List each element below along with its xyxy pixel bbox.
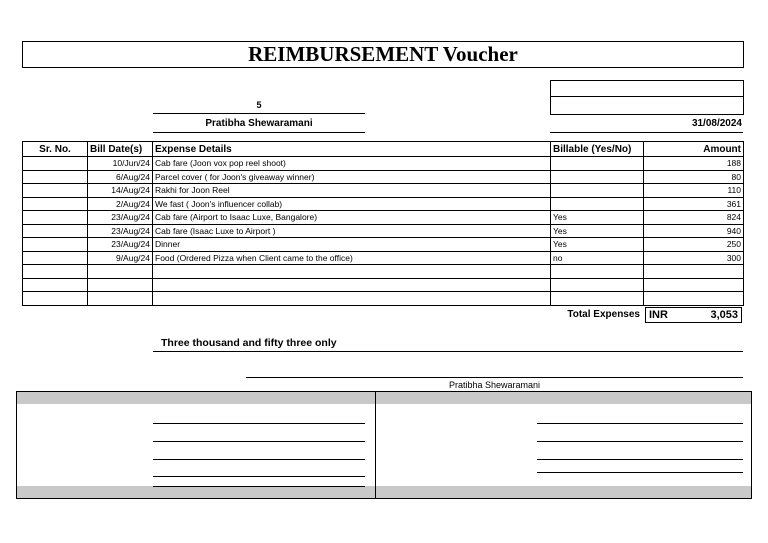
cell-billable bbox=[551, 292, 644, 306]
total-currency: INR bbox=[649, 309, 668, 321]
cell-date bbox=[88, 292, 153, 306]
total-expenses-box bbox=[645, 307, 742, 323]
table-row bbox=[23, 292, 744, 306]
cell-sr bbox=[23, 278, 88, 292]
cell-billable bbox=[551, 157, 644, 171]
cell-amount: 250 bbox=[644, 238, 744, 252]
table-row bbox=[23, 278, 744, 292]
cell-details bbox=[153, 292, 551, 306]
cell-details: Cab fare (Joon vox pop reel shoot) bbox=[153, 157, 551, 171]
cell-amount: 361 bbox=[644, 197, 744, 211]
cell-details: Dinner bbox=[153, 238, 551, 252]
cell-details: We fast ( Joon's influencer collab) bbox=[153, 197, 551, 211]
approval-line-right-4 bbox=[537, 472, 743, 473]
cell-amount: 188 bbox=[644, 157, 744, 171]
approval-divider bbox=[375, 392, 376, 498]
cell-billable: no bbox=[551, 251, 644, 265]
cell-sr bbox=[23, 265, 88, 279]
cell-sr bbox=[23, 184, 88, 198]
table-row bbox=[23, 197, 744, 211]
total-amount: 3,053 bbox=[710, 309, 738, 321]
approval-line-left-5 bbox=[153, 486, 365, 487]
cell-billable: Yes bbox=[551, 224, 644, 238]
cell-billable bbox=[551, 170, 644, 184]
cell-billable: Yes bbox=[551, 211, 644, 225]
cell-amount bbox=[644, 278, 744, 292]
cell-sr bbox=[23, 238, 88, 252]
cell-date: 23/Aug/24 bbox=[88, 211, 153, 225]
amount-in-words: Three thousand and fifty three only bbox=[161, 337, 337, 349]
cell-amount: 824 bbox=[644, 211, 744, 225]
cell-details: Rakhi for Joon Reel bbox=[153, 184, 551, 198]
signature-line bbox=[246, 377, 743, 378]
cell-amount bbox=[644, 292, 744, 306]
cell-sr bbox=[23, 170, 88, 184]
table-row bbox=[23, 238, 744, 252]
cell-date: 23/Aug/24 bbox=[88, 224, 153, 238]
info-box-1 bbox=[550, 80, 744, 97]
cell-date: 23/Aug/24 bbox=[88, 238, 153, 252]
approval-header-bar bbox=[17, 392, 751, 404]
table-row bbox=[23, 170, 744, 184]
cell-amount bbox=[644, 265, 744, 279]
approval-panel bbox=[16, 391, 752, 499]
cell-date: 10/Jun/24 bbox=[88, 157, 153, 171]
cell-sr bbox=[23, 292, 88, 306]
table-header-row bbox=[23, 142, 744, 157]
table-row bbox=[23, 265, 744, 279]
approval-line-right-2 bbox=[537, 441, 743, 442]
table-row bbox=[23, 251, 744, 265]
approval-line-left-3 bbox=[153, 459, 365, 460]
voucher-date: 31/08/2024 bbox=[691, 118, 742, 129]
cell-billable bbox=[551, 278, 644, 292]
approval-line-left-4 bbox=[153, 476, 365, 477]
cell-details bbox=[153, 265, 551, 279]
cell-sr bbox=[23, 197, 88, 211]
cell-date: 9/Aug/24 bbox=[88, 251, 153, 265]
cell-billable: Yes bbox=[551, 238, 644, 252]
cell-billable bbox=[551, 265, 644, 279]
header-billable: Billable (Yes/No) bbox=[551, 142, 644, 157]
voucher-title: REIMBURSEMENT Voucher bbox=[22, 41, 744, 68]
cell-sr bbox=[23, 211, 88, 225]
cell-date bbox=[88, 265, 153, 279]
date-underline bbox=[550, 132, 743, 133]
cell-amount: 940 bbox=[644, 224, 744, 238]
approval-footer-bar bbox=[17, 486, 751, 498]
table-row bbox=[23, 157, 744, 171]
cell-date bbox=[88, 278, 153, 292]
voucher-number: 5 bbox=[256, 100, 262, 110]
cell-amount: 110 bbox=[644, 184, 744, 198]
approval-line-left-1 bbox=[153, 423, 365, 424]
approval-line-right-3 bbox=[537, 459, 743, 460]
approval-line-right-1 bbox=[537, 423, 743, 424]
cell-details: Food (Ordered Pizza when Client came to the office) bbox=[153, 251, 551, 265]
cell-details bbox=[153, 278, 551, 292]
name-underline bbox=[153, 132, 365, 133]
cell-sr bbox=[23, 251, 88, 265]
cell-amount: 80 bbox=[644, 170, 744, 184]
header-bill-date: Bill Date(s) bbox=[88, 142, 153, 157]
cell-sr bbox=[23, 224, 88, 238]
approval-line-left-2 bbox=[153, 441, 365, 442]
cell-date: 6/Aug/24 bbox=[88, 170, 153, 184]
cell-sr bbox=[23, 157, 88, 171]
cell-details: Cab fare (Isaac Luxe to Airport ) bbox=[153, 224, 551, 238]
header-expense-details: Expense Details bbox=[153, 142, 551, 157]
info-box-2 bbox=[550, 96, 744, 115]
cell-billable bbox=[551, 184, 644, 198]
table-row bbox=[23, 184, 744, 198]
expense-table bbox=[22, 141, 744, 306]
cell-amount: 300 bbox=[644, 251, 744, 265]
cell-details: Parcel cover ( for Joon's giveaway winner) bbox=[153, 170, 551, 184]
signatory-name: Pratibha Shewaramani bbox=[448, 380, 541, 390]
cell-date: 2/Aug/24 bbox=[88, 197, 153, 211]
header-amount: Amount bbox=[644, 142, 744, 157]
table-row bbox=[23, 211, 744, 225]
cell-details: Cab fare (Airport to Isaac Luxe, Bangalore) bbox=[153, 211, 551, 225]
total-expenses-label: Total Expenses bbox=[567, 309, 640, 320]
employee-name: Pratibha Shewaramani bbox=[205, 118, 313, 129]
cell-billable bbox=[551, 197, 644, 211]
words-underline bbox=[153, 351, 743, 352]
cell-date: 14/Aug/24 bbox=[88, 184, 153, 198]
header-sr-no: Sr. No. bbox=[23, 142, 88, 157]
number-underline bbox=[153, 113, 365, 114]
table-row bbox=[23, 224, 744, 238]
